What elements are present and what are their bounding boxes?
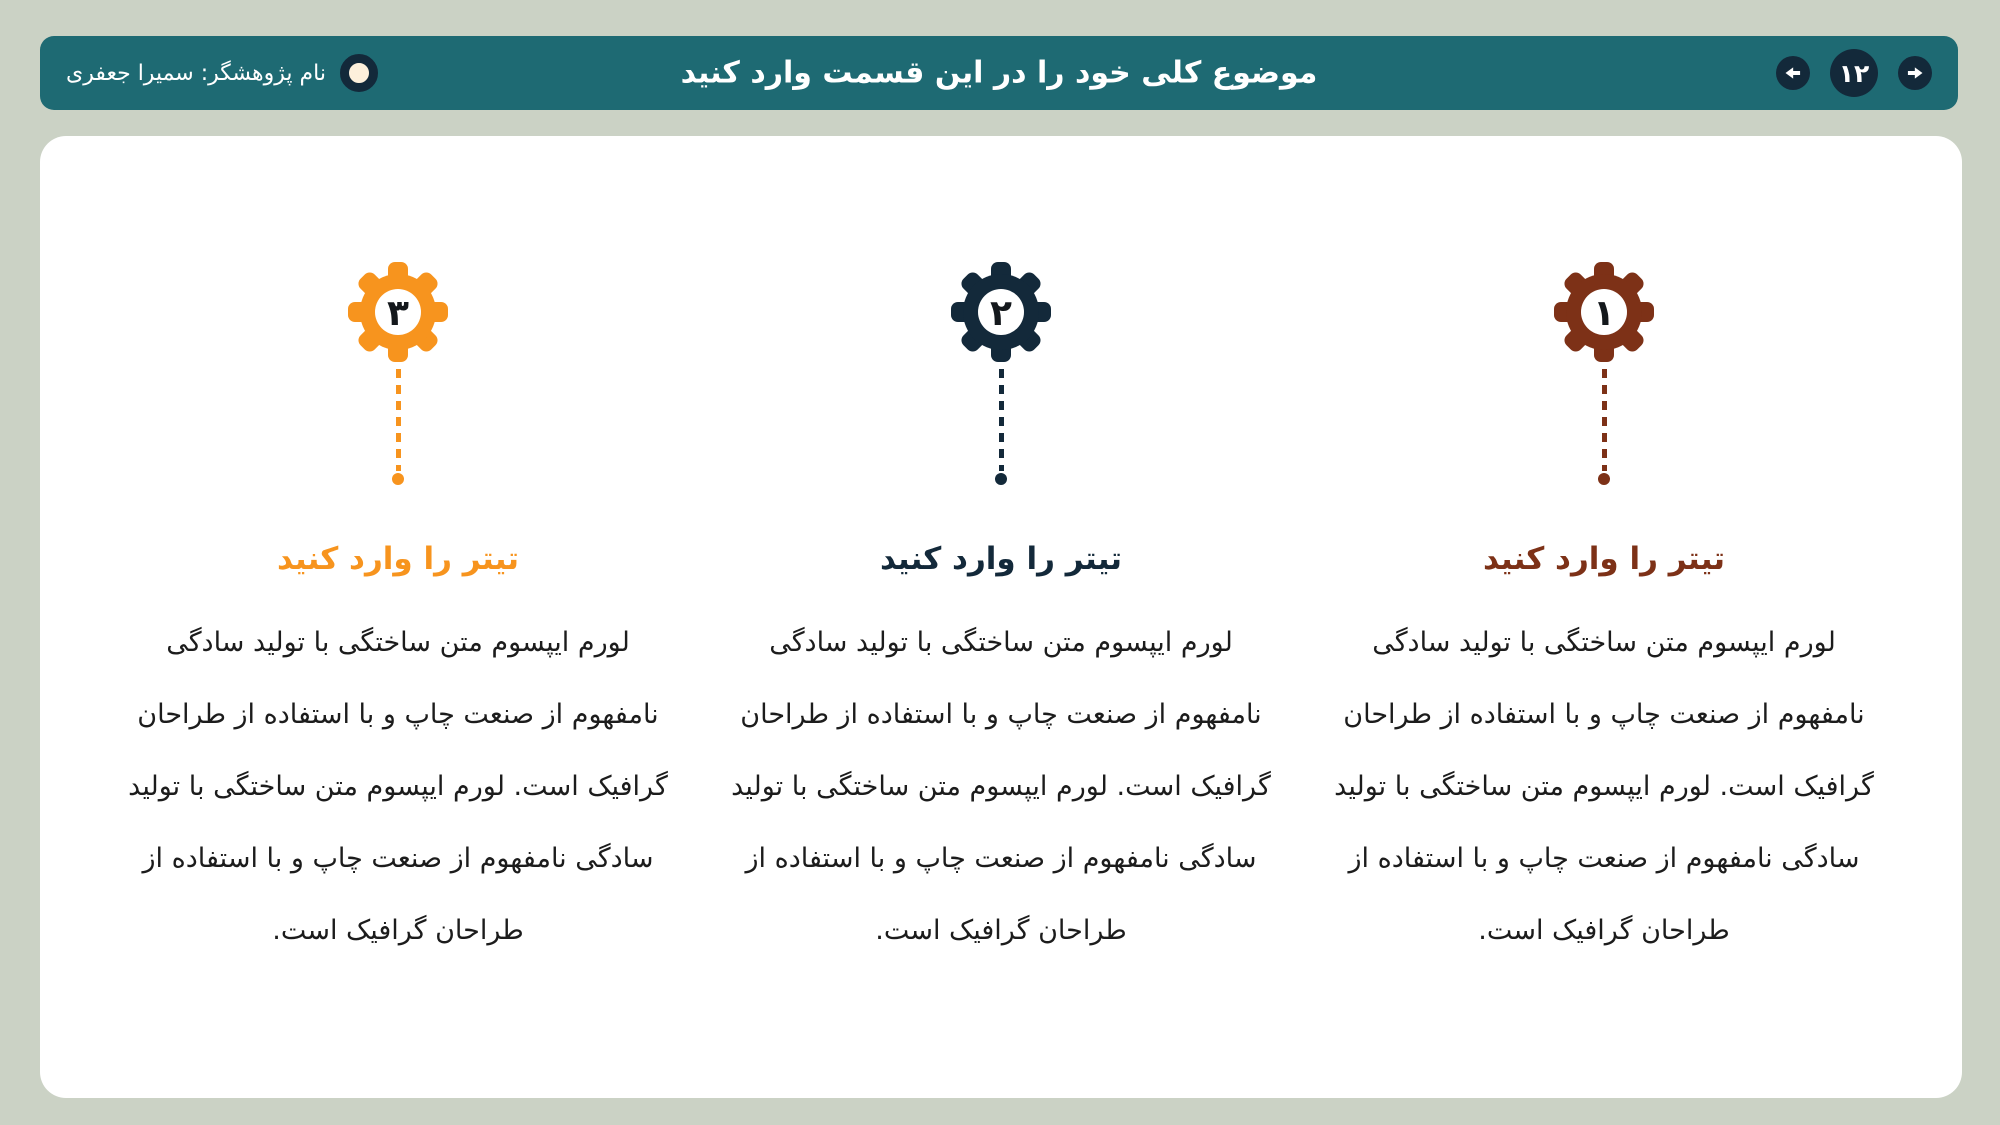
column-body-text[interactable]: لورم ایپسوم متن ساختگی با تولید سادگی نامفهوم از صنعت چاپ و با استفاده از طراحان گرافیک است. لورم ایپسوم متن ساختگی با تولید سادگی نامفهوم از صنعت چاپ و با استفاده از طراحان گرافیک است. xyxy=(731,627,1271,946)
connector-dot xyxy=(1598,473,1610,485)
column-2 xyxy=(731,262,1271,1098)
column-title-placeholder[interactable]: تیتر را وارد کنید xyxy=(1483,541,1725,577)
slide-topic-placeholder[interactable]: موضوع کلی خود را در این قسمت وارد کنید xyxy=(680,55,1318,91)
column-3 xyxy=(128,262,668,1098)
next-slide-button[interactable] xyxy=(1898,56,1932,90)
nav-group xyxy=(1776,49,1932,97)
gear-icon xyxy=(951,262,1051,362)
header-bar xyxy=(40,36,1958,110)
avatar xyxy=(340,54,378,92)
column-body-text[interactable]: لورم ایپسوم متن ساختگی با تولید سادگی نامفهوم از صنعت چاپ و با استفاده از طراحان گرافیک است. لورم ایپسوم متن ساختگی با تولید سادگی نامفهوم از صنعت چاپ و با استفاده از طراحان گرافیک است. xyxy=(1334,627,1874,946)
column-title-placeholder[interactable]: تیتر را وارد کنید xyxy=(880,541,1122,577)
arrow-right-icon xyxy=(1905,63,1925,83)
gear-icon xyxy=(348,262,448,362)
gear-icon xyxy=(1554,262,1654,362)
slide-card xyxy=(40,136,1962,1098)
connector-dot xyxy=(995,473,1007,485)
researcher-name-label: نام پژوهشگر: سمیرا جعفری xyxy=(66,60,326,86)
arrow-left-icon xyxy=(1783,63,1803,83)
dashed-connector xyxy=(396,369,401,471)
slide-number-badge: ۱۲ xyxy=(1830,49,1878,97)
step-number: ۳ xyxy=(387,293,409,334)
step-number: ۲ xyxy=(990,293,1012,334)
dashed-connector xyxy=(999,369,1004,471)
column-1 xyxy=(1334,262,1874,1098)
dashed-connector xyxy=(1602,369,1607,471)
prev-slide-button[interactable] xyxy=(1776,56,1810,90)
connector-dot xyxy=(392,473,404,485)
researcher-group xyxy=(66,54,378,92)
step-number: ۱ xyxy=(1593,293,1615,334)
column-body-text[interactable]: لورم ایپسوم متن ساختگی با تولید سادگی نامفهوم از صنعت چاپ و با استفاده از طراحان گرافیک است. لورم ایپسوم متن ساختگی با تولید سادگی نامفهوم از صنعت چاپ و با استفاده از طراحان گرافیک است. xyxy=(128,627,668,946)
column-title-placeholder[interactable]: تیتر را وارد کنید xyxy=(277,541,519,577)
